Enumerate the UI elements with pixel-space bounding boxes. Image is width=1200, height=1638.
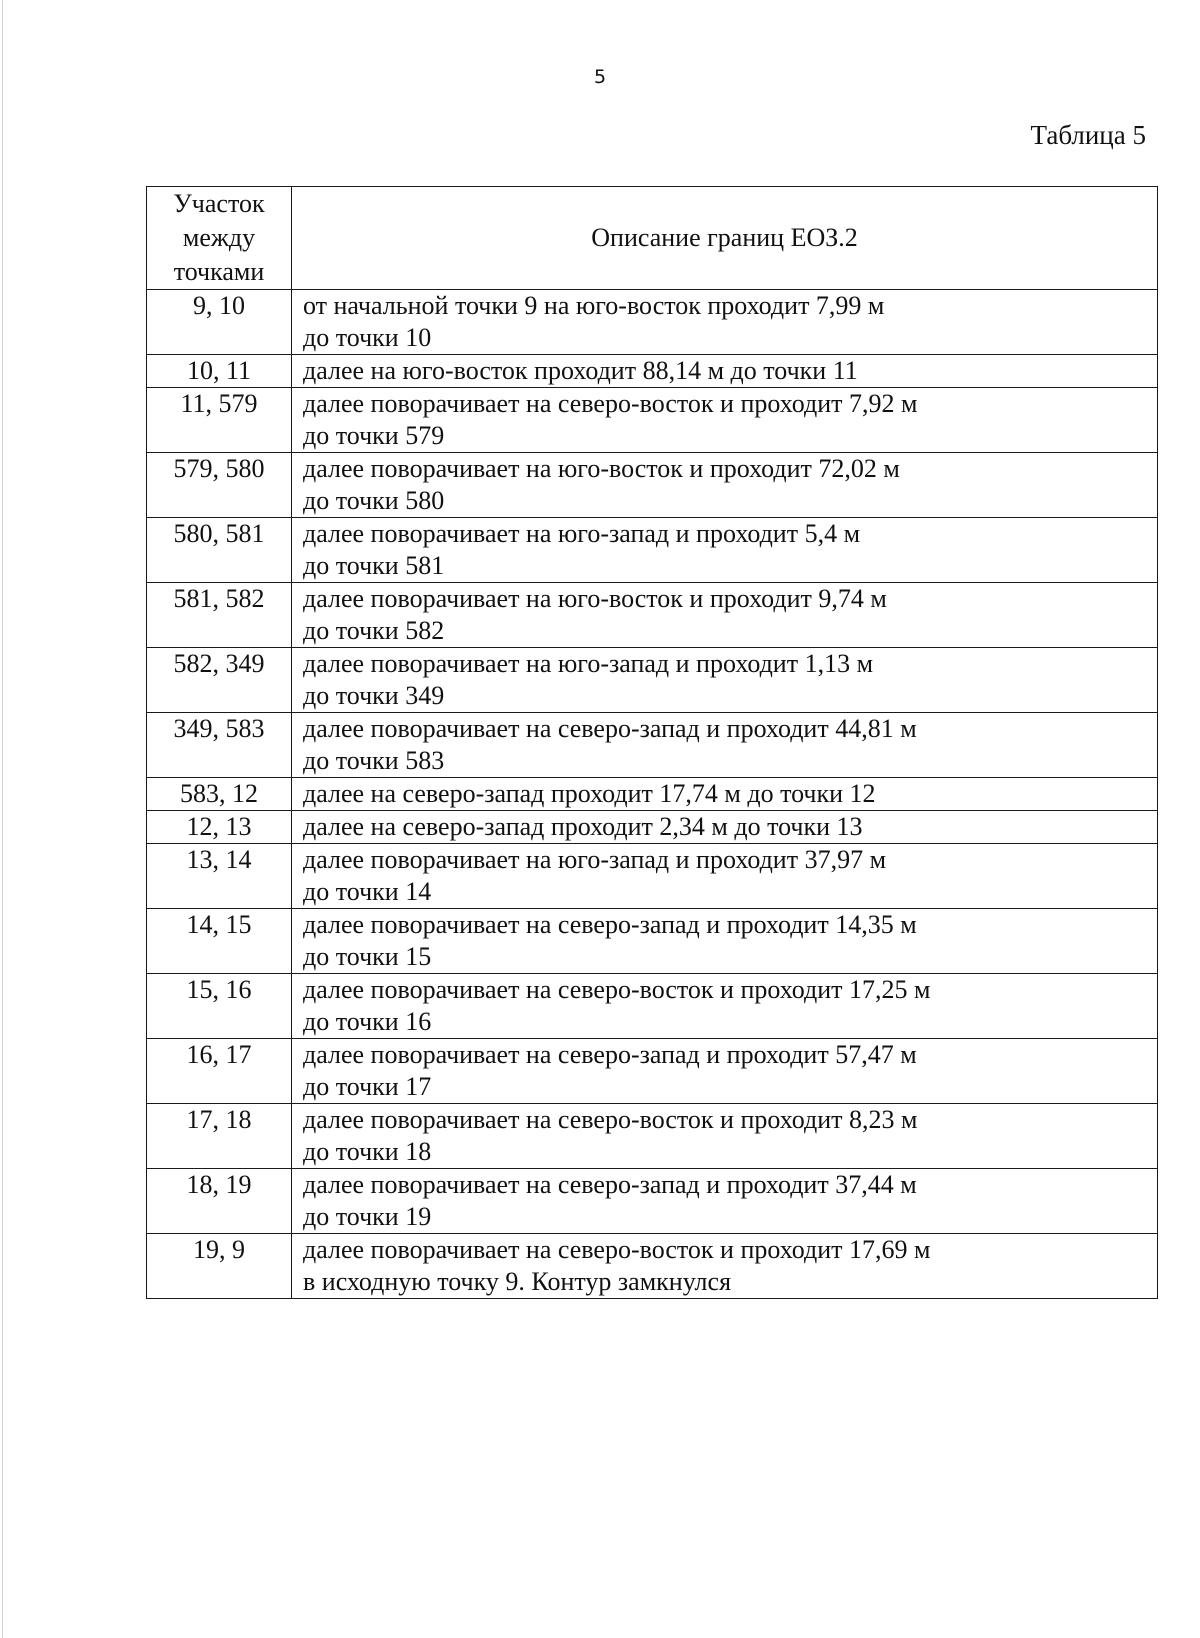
table-row bbox=[147, 974, 1158, 1039]
segment-cell: 10, 11 bbox=[147, 355, 292, 388]
description-cell: далее поворачивает на юго-запад и проходит 37,97 м до точки 14 bbox=[292, 844, 1158, 909]
description-cell: далее поворачивает на северо-восток и проходит 8,23 м до точки 18 bbox=[292, 1104, 1158, 1169]
table-row bbox=[147, 453, 1158, 518]
description-cell: далее поворачивает на юго-запад и проходит 1,13 м до точки 349 bbox=[292, 648, 1158, 713]
segment-cell: 349, 583 bbox=[147, 713, 292, 778]
table-caption: Таблица 5 bbox=[1030, 120, 1146, 150]
table-body bbox=[147, 290, 1158, 1299]
description-cell: далее поворачивает на северо-запад и проходит 44,81 м до точки 583 bbox=[292, 713, 1158, 778]
segment-cell: 15, 16 bbox=[147, 974, 292, 1039]
description-cell: далее поворачивает на северо-запад и проходит 37,44 м до точки 19 bbox=[292, 1169, 1158, 1234]
table-row bbox=[147, 648, 1158, 713]
segment-cell: 16, 17 bbox=[147, 1039, 292, 1104]
description-cell: далее на северо-запад проходит 17,74 м до точки 12 bbox=[292, 778, 1158, 811]
table-row bbox=[147, 1039, 1158, 1104]
header-segment: Участок между точками bbox=[147, 187, 292, 290]
segment-cell: 579, 580 bbox=[147, 453, 292, 518]
segment-cell: 582, 349 bbox=[147, 648, 292, 713]
scan-edge-line bbox=[2, 0, 3, 1638]
table-row bbox=[147, 1234, 1158, 1299]
segment-cell: 9, 10 bbox=[147, 290, 292, 355]
description-cell: от начальной точки 9 на юго-восток проходит 7,99 м до точки 10 bbox=[292, 290, 1158, 355]
description-cell: далее поворачивает на юго-восток и проходит 72,02 м до точки 580 bbox=[292, 453, 1158, 518]
segment-cell: 18, 19 bbox=[147, 1169, 292, 1234]
table-row bbox=[147, 778, 1158, 811]
segment-cell: 581, 582 bbox=[147, 583, 292, 648]
table-row bbox=[147, 811, 1158, 844]
table-row bbox=[147, 844, 1158, 909]
table-row bbox=[147, 355, 1158, 388]
table-row bbox=[147, 1104, 1158, 1169]
description-cell: далее поворачивает на северо-восток и проходит 17,25 м до точки 16 bbox=[292, 974, 1158, 1039]
table-header-row bbox=[147, 187, 1158, 290]
boundaries-table bbox=[146, 186, 1158, 1299]
table-row bbox=[147, 909, 1158, 974]
table-row bbox=[147, 583, 1158, 648]
segment-cell: 12, 13 bbox=[147, 811, 292, 844]
segment-cell: 13, 14 bbox=[147, 844, 292, 909]
description-cell: далее поворачивает на юго-восток и проходит 9,74 м до точки 582 bbox=[292, 583, 1158, 648]
description-cell: далее поворачивает на северо-запад и проходит 57,47 м до точки 17 bbox=[292, 1039, 1158, 1104]
table-row bbox=[147, 518, 1158, 583]
table-row bbox=[147, 713, 1158, 778]
description-cell: далее на юго-восток проходит 88,14 м до точки 11 bbox=[292, 355, 1158, 388]
segment-cell: 19, 9 bbox=[147, 1234, 292, 1299]
table-row bbox=[147, 1169, 1158, 1234]
description-cell: далее поворачивает на северо-запад и проходит 14,35 м до точки 15 bbox=[292, 909, 1158, 974]
description-cell: далее поворачивает на юго-запад и проходит 5,4 м до точки 581 bbox=[292, 518, 1158, 583]
segment-cell: 17, 18 bbox=[147, 1104, 292, 1169]
segment-cell: 11, 579 bbox=[147, 388, 292, 453]
segment-cell: 580, 581 bbox=[147, 518, 292, 583]
segment-cell: 14, 15 bbox=[147, 909, 292, 974]
segment-cell: 583, 12 bbox=[147, 778, 292, 811]
description-cell: далее на северо-запад проходит 2,34 м до точки 13 bbox=[292, 811, 1158, 844]
description-cell: далее поворачивает на северо-восток и проходит 7,92 м до точки 579 bbox=[292, 388, 1158, 453]
description-cell: далее поворачивает на северо-восток и проходит 17,69 м в исходную точку 9. Контур замкнулся bbox=[292, 1234, 1158, 1299]
table-row bbox=[147, 388, 1158, 453]
table-row bbox=[147, 290, 1158, 355]
header-description: Описание границ ЕОЗ.2 bbox=[292, 187, 1158, 290]
page-number: 5 bbox=[593, 66, 607, 88]
